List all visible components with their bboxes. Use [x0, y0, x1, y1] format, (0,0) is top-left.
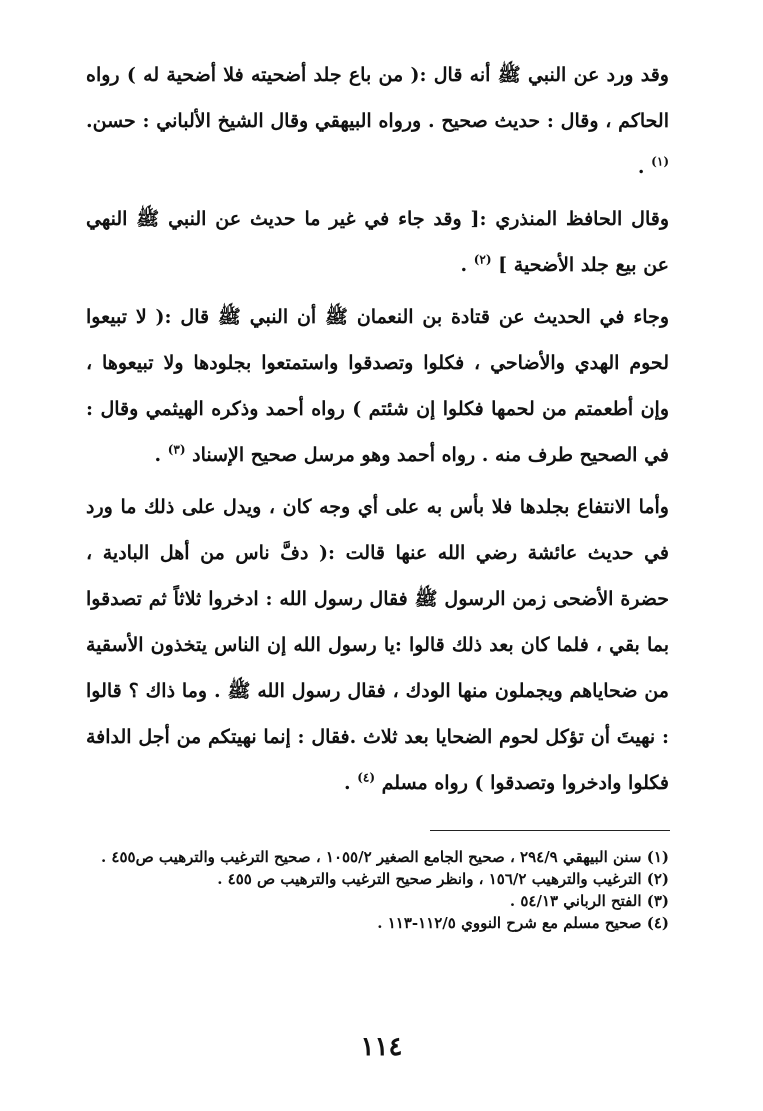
- footnotes: [86, 846, 669, 934]
- main-text: [86, 52, 669, 812]
- paragraph-4-end: .: [343, 772, 351, 794]
- footnote-4: (٤) صحيح مسلم مع شرح النووي ١١٢/٥-١١٣ .: [377, 914, 669, 932]
- paragraph-3-text: وجاء في الحديث عن قتادة بن النعمان ﷺ أن النبي ﷺ قال :( لا تبيعوا لحوم الهدي والأضاحي ، فكلوا وتصدقوا واستمتعوا بجلودها ولا تبيعوها ، وإن أطعمتم من لحمها فكلوا إن شئتم ) رواه أحمد وذكره الهيثمي وقال : في الصحيح طرف منه . رواه أحمد وهو مرسل صحيح الإسناد: [86, 306, 669, 466]
- paragraph-4-text: وأما الانتفاع بجلدها فلا بأس به على أي وجه كان ، ويدل على ذلك ما ورد في حديث عائشة رضي الله عنها قالت :( دفَّ ناس من أهل البادية ، حضرة الأضحى زمن الرسول ﷺ فقال رسول الله : ادخروا ثلاثاً ثم تصدقوا بما بقي ، فلما كان بعد ذلك قالوا :يا رسول الله إن الناس يتخذون الأسقية من ضحاياهم ويجملون منها الودك ، فقال رسول الله ﷺ . وما ذاك ؟ قالوا : نهيتَ أن تؤكل لحوم الضحايا بعد ثلاث .فقال : إنما نهيتكم من أجل الدافة فكلوا وادخروا وتصدقوا ) رواه مسلم: [86, 496, 669, 794]
- paragraph-1-end: .: [637, 156, 645, 178]
- paragraph-3-end: .: [154, 444, 162, 466]
- paragraph-2-end: .: [460, 254, 468, 276]
- footnote-divider: [430, 830, 670, 831]
- footnote-ref-2: (٢): [473, 252, 492, 267]
- footnote-3: (٣) الفتح الرباني ٥٤/١٣ .: [509, 892, 669, 910]
- footnote-ref-1: (١): [651, 154, 669, 169]
- page-number: ١١٤: [360, 1032, 403, 1062]
- footnote-2: (٢) الترغيب والترهيب ١٥٦/٢ ، وانظر صحيح الترغيب والترهيب ص ٤٥٥ .: [217, 870, 669, 888]
- paragraph-2: [86, 196, 669, 288]
- footnote-1: (١) سنن البيهقي ٢٩٤/٩ ، صحيح الجامع الصغير ١٠٥٥/٢ ، صحيح الترغيب والترهيب ص٤٥٥ .: [100, 848, 669, 866]
- paragraph-4: [86, 484, 669, 806]
- paragraph-1-text: وقد ورد عن النبي ﷺ أنه قال :( من باع جلد أضحيته فلا أضحية له ) رواه الحاكم ، وقال : حديث صحيح . ورواه البيهقي وقال الشيخ الألباني : حسن.: [86, 64, 669, 132]
- footnote-ref-4: (٤): [357, 770, 376, 785]
- footnote-ref-3: (٣): [167, 442, 186, 457]
- paragraph-1: [86, 52, 669, 190]
- paragraph-2-text: وقال الحافظ المنذري :[ وقد جاء في غير ما حديث عن النبي ﷺ النهي عن بيع جلد الأضحية ]: [86, 208, 669, 276]
- paragraph-3: [86, 294, 669, 478]
